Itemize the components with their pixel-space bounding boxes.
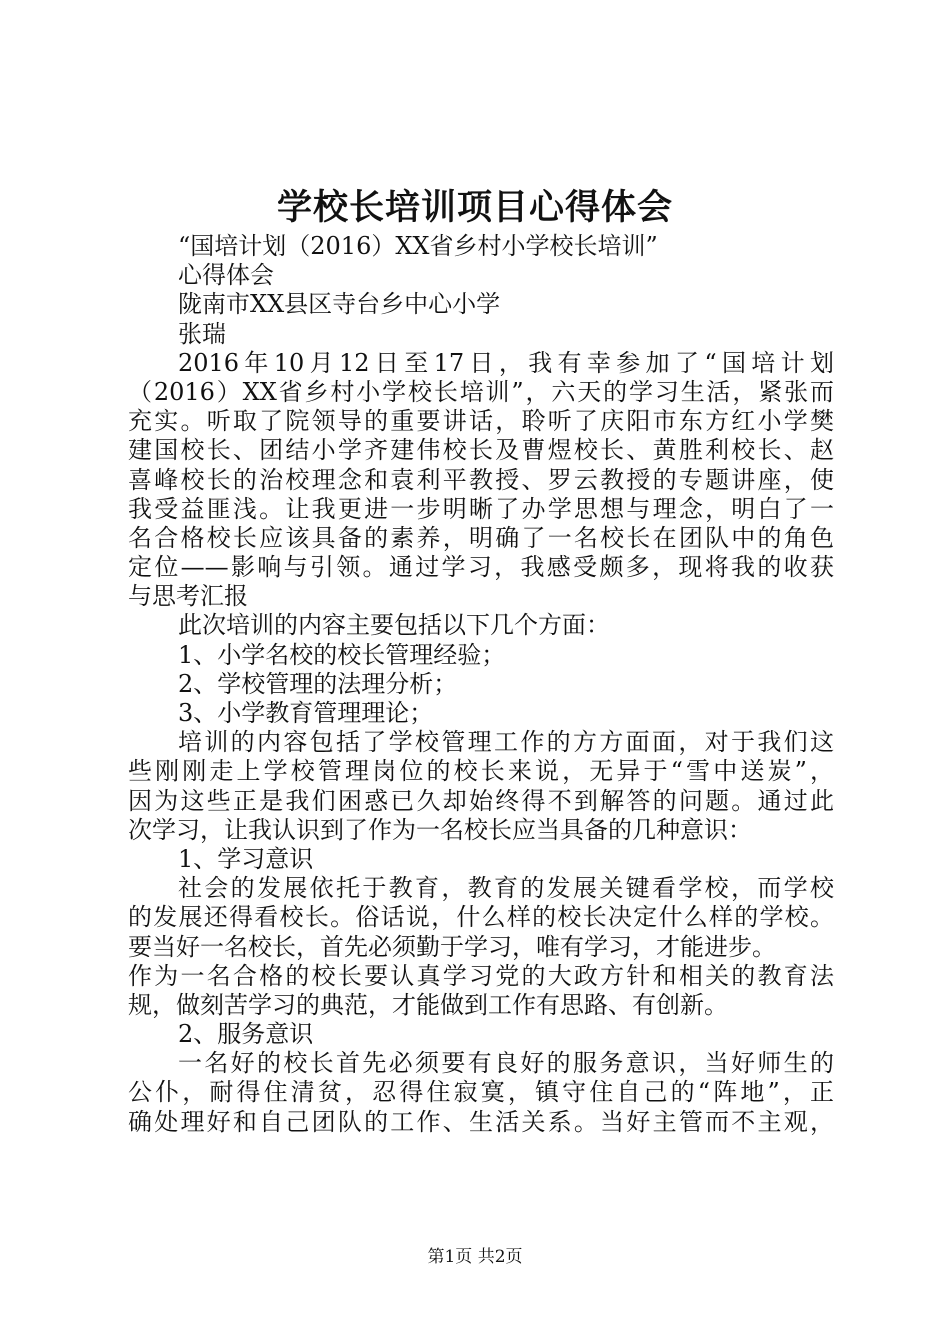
paragraph-line: 充实。听取了院领导的重要讲话，聆听了庆阳市东方红小学樊 bbox=[128, 407, 834, 436]
subtitle-line: “国培计划（2016）XX省乡村小学校长培训” bbox=[178, 232, 658, 260]
paragraph-line: 一名好的校长首先必须要有良好的服务意识，当好师生的 bbox=[178, 1049, 834, 1078]
paragraph-line: （2016）XX省乡村小学校长培训”，六天的学习生活，紧张而 bbox=[128, 377, 834, 406]
document-body bbox=[128, 232, 834, 1137]
paragraph-line: 我受益匪浅。让我更进一步明晰了办学思想与理念，明白了一 bbox=[128, 494, 834, 523]
paragraph-line: 次学习，让我认识到了作为一名校长应当具备的几种意识： bbox=[128, 815, 752, 844]
paragraph-line: 社会的发展依托于教育，教育的发展关键看学校，而学校 bbox=[178, 874, 834, 903]
paragraph-line: 公仆，耐得住清贫，忍得住寂寞，镇守住自己的“阵地”，正 bbox=[128, 1078, 834, 1107]
paragraph-line: 确处理好和自己团队的工作、生活关系。当好主管而不主观， bbox=[128, 1107, 834, 1136]
list-item: 3、小学教育管理理论； bbox=[178, 699, 434, 727]
paragraph-line: 些刚刚走上学校管理岗位的校长来说，无异于“雪中送炭”， bbox=[128, 757, 834, 786]
paragraph-line: 作为一名合格的校长要认真学习党的大政方针和相关的教育法 bbox=[128, 961, 834, 990]
paragraph-line: 要当好一名校长，首先必须勤于学习，唯有学习，才能进步。 bbox=[128, 932, 776, 961]
author-school-line: 陇南市XX县区寺台乡中心小学 bbox=[178, 290, 501, 319]
paragraph-line: 规，做刻苦学习的典范，才能做到工作有思路、有创新。 bbox=[128, 990, 728, 1019]
paragraph-line: 定位——影响与引领。通过学习，我感受颇多，现将我的收获 bbox=[128, 553, 834, 582]
page-number: 第1页 共2页 bbox=[427, 1247, 523, 1267]
list-item: 1、小学名校的校长管理经验； bbox=[178, 640, 506, 669]
subtitle-line: 心得体会 bbox=[178, 261, 274, 290]
paragraph-line: 喜峰校长的治校理念和袁利平教授、罗云教授的专题讲座，使 bbox=[128, 465, 834, 494]
paragraph-line: 因为这些正是我们困惑已久却始终得不到解答的问题。通过此 bbox=[128, 786, 834, 815]
section-heading: 2、服务意识 bbox=[178, 1020, 314, 1049]
document-title: 学校长培训项目心得体会 bbox=[276, 187, 673, 228]
author-name-line: 张瑞 bbox=[178, 319, 226, 348]
section-heading: 1、学习意识 bbox=[178, 844, 314, 873]
paragraph-line: 建国校长、团结小学齐建伟校长及曹煜校长、黄胜利校长、赵 bbox=[128, 436, 834, 465]
paragraph-line: 培训的内容包括了学校管理工作的方方面面，对于我们这 bbox=[178, 728, 834, 757]
paragraph-line: 此次培训的内容主要包括以下几个方面： bbox=[178, 611, 610, 640]
paragraph-line: 的发展还得看校长。俗话说，什么样的校长决定什么样的学校。 bbox=[128, 903, 834, 932]
list-item: 2、学校管理的法理分析； bbox=[178, 669, 458, 698]
paragraph-line: 与思考汇报 bbox=[128, 582, 248, 611]
paragraph-line: 名合格校长应该具备的素养，明确了一名校长在团队中的角色 bbox=[128, 523, 834, 552]
paragraph-line: 2016年10月12日至17日，我有幸参加了“国培计划 bbox=[178, 348, 834, 377]
